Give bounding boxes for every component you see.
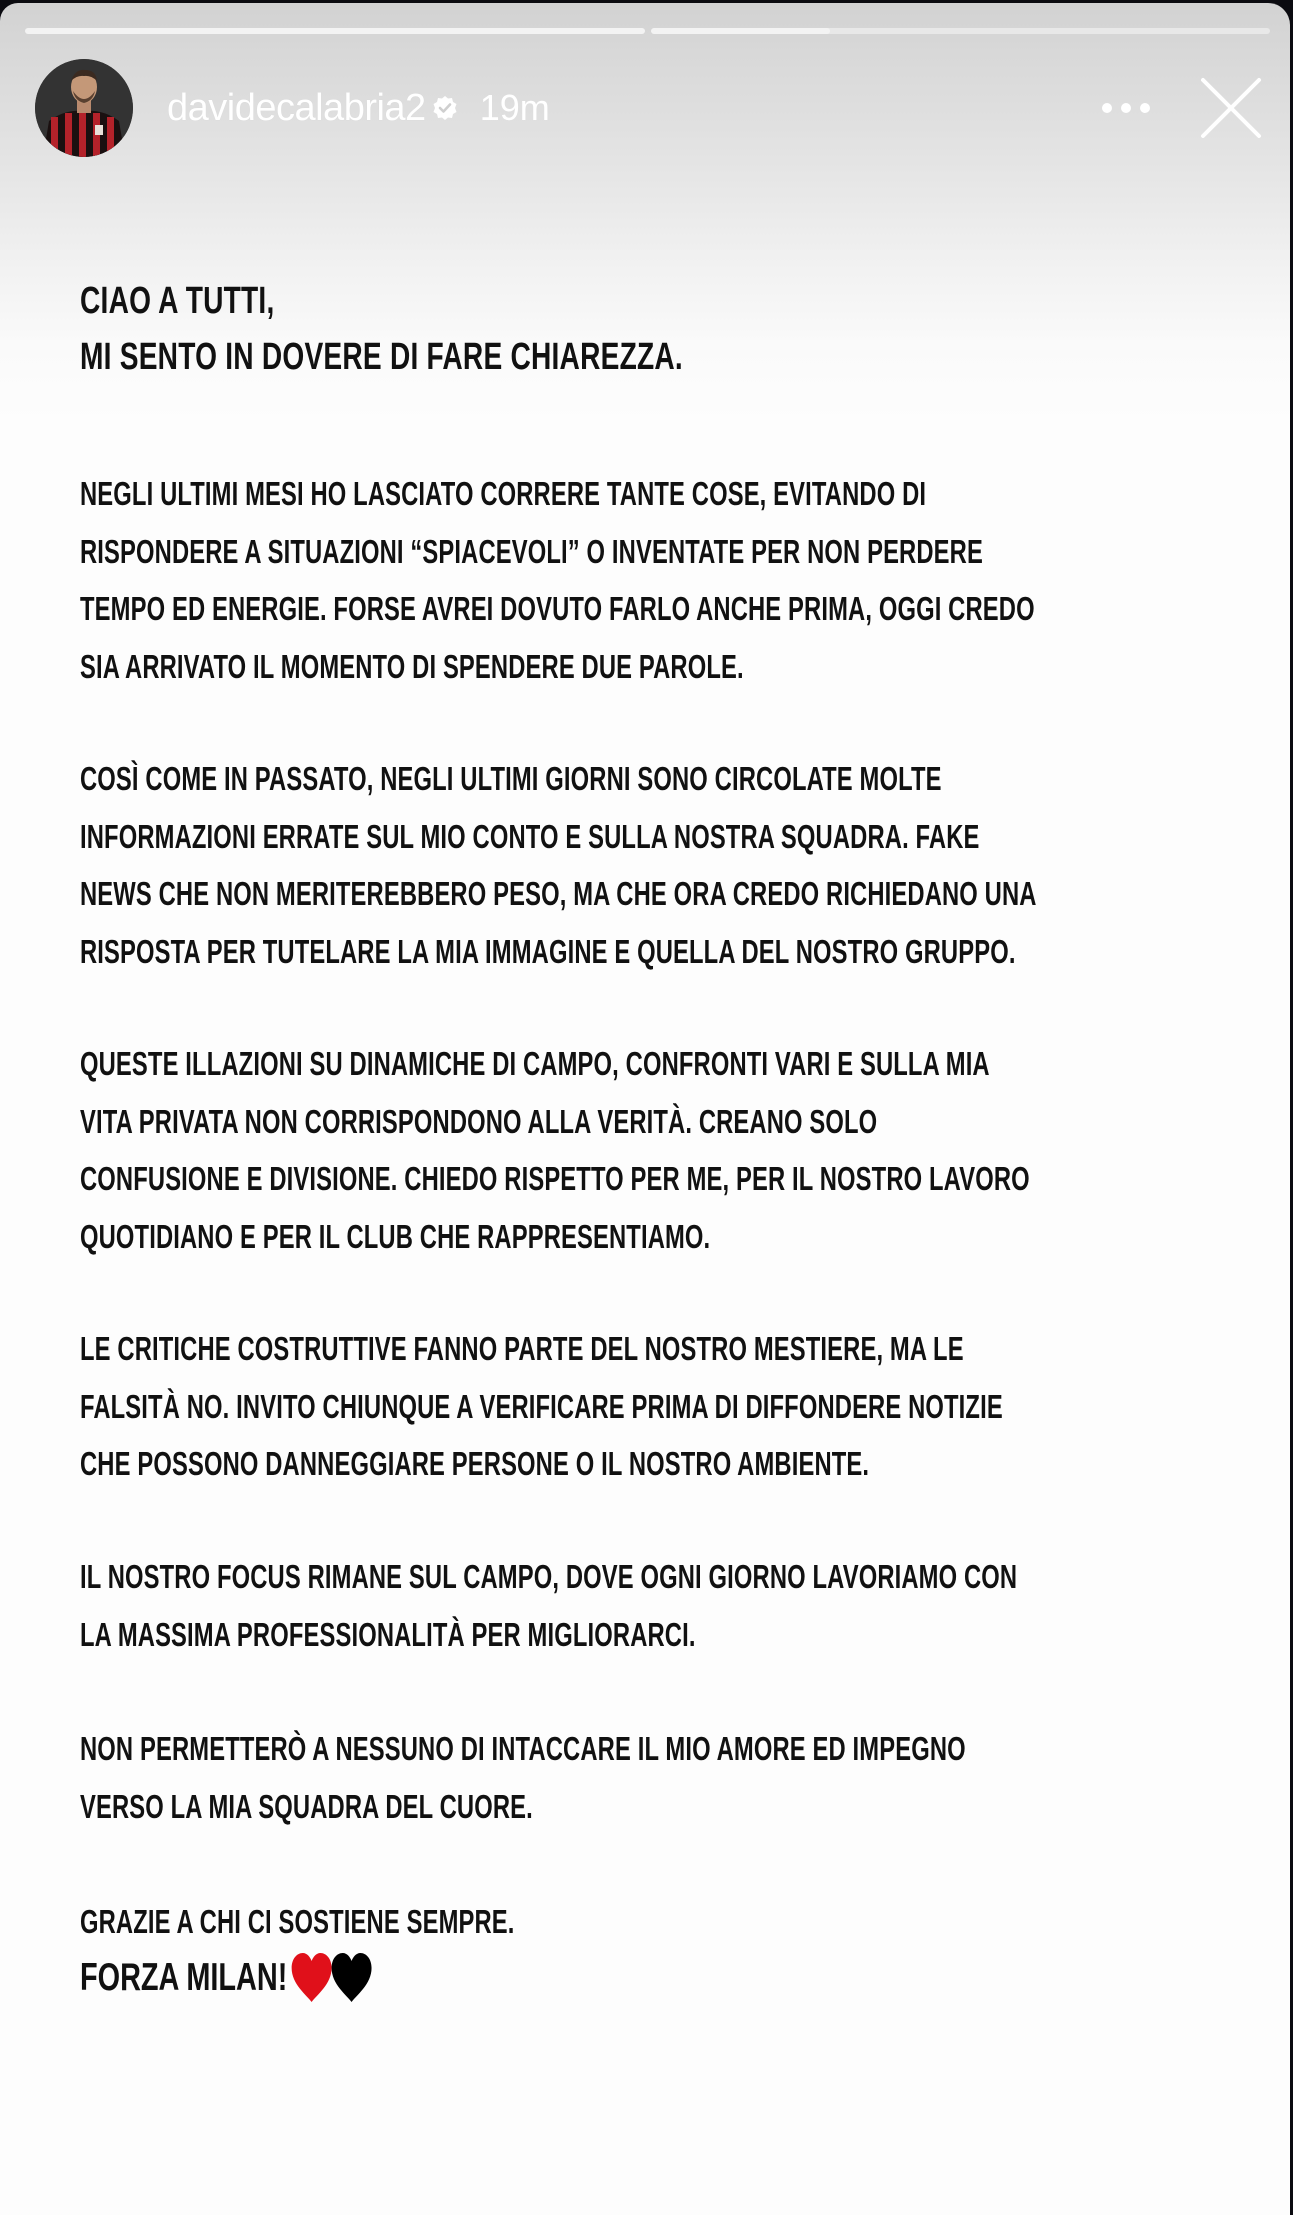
paragraph-criticism: [80, 1320, 1003, 1493]
text-line: CONFUSIONE E DIVISIONE. CHIEDO RISPETTO PER ME, PER IL NOSTRO LAVORO: [80, 1160, 1030, 1197]
text-line: CHE POSSONO DANNEGGIARE PERSONE O IL NOSTRO AMBIENTE.: [80, 1445, 870, 1482]
text-line: SIA ARRIVATO IL MOMENTO DI SPENDERE DUE PAROLE.: [80, 647, 744, 685]
text-line: LE CRITICHE COSTRUTTIVE FANNO PARTE DEL NOSTRO MESTIERE, MA LE: [80, 1330, 964, 1367]
paragraph-intro: [80, 465, 1035, 695]
text-line: VITA PRIVATA NON CORRISPONDONO ALLA VERITÀ. CREANO SOLO: [80, 1102, 878, 1140]
text-line: IL NOSTRO FOCUS RIMANE SUL CAMPO, DOVE OGNI GIORNO LAVORIAMO CON: [80, 1558, 1018, 1595]
story-message: [80, 273, 1230, 1999]
text-line: LA MASSIMA PROFESSIONALITÀ PER MIGLIORARCI.: [80, 1615, 696, 1653]
text-line: NEWS CHE NON MERITEREBBERO PESO, MA CHE ORA CREDO RICHIEDANO UNA: [80, 875, 1037, 912]
story-viewer[interactable]: [0, 3, 1290, 2215]
verified-badge-icon: [432, 95, 458, 121]
red-heart-icon: [290, 1952, 333, 2004]
more-options-button[interactable]: [1091, 88, 1161, 128]
paragraph-commitment: [80, 1720, 966, 1835]
closing-text: FORZA MILAN!: [80, 1956, 288, 1999]
post-timestamp: 19m: [479, 87, 550, 128]
avatar[interactable]: [35, 59, 133, 157]
paragraph-fake-news: [80, 750, 1037, 980]
text-line: NON PERMETTERÒ A NESSUNO DI INTACCARE IL MIO AMORE ED IMPEGNO: [80, 1730, 966, 1767]
username-link[interactable]: davidecalabria2: [167, 86, 426, 129]
text-line: RISPONDERE A SITUAZIONI “SPIACEVOLI” O INVENTATE PER NON PERDERE: [80, 532, 983, 570]
progress-segment-2: [651, 28, 1271, 34]
text-line: INFORMAZIONI ERRATE SUL MIO CONTO E SULLA NOSTRA SQUADRA. FAKE: [80, 817, 980, 855]
text-line: VERSO LA MIA SQUADRA DEL CUORE.: [80, 1787, 533, 1825]
text-line: TEMPO ED ENERGIE. FORSE AVREI DOVUTO FARLO ANCHE PRIMA, OGGI CREDO: [80, 590, 1035, 627]
greeting: [80, 273, 931, 385]
text-line: RISPOSTA PER TUTELARE LA MIA IMMAGINE E QUELLA DEL NOSTRO GRUPPO.: [80, 932, 1016, 970]
profile-photo-icon: [35, 59, 133, 157]
close-button[interactable]: [1199, 76, 1263, 140]
greeting-line: MI SENTO IN DOVERE DI FARE CHIAREZZA.: [80, 336, 683, 378]
story-header: [35, 58, 1265, 158]
more-horizontal-icon-dot: [1140, 103, 1150, 113]
close-icon: [1199, 76, 1263, 140]
paragraph-rumors: [80, 1035, 1030, 1265]
progress-fill: [651, 28, 831, 34]
text-line: QUOTIDIANO E PER IL CLUB CHE RAPPRESENTIAMO.: [80, 1217, 711, 1255]
progress-fill: [25, 28, 645, 34]
black-heart-icon: [330, 1952, 373, 2004]
text-line: GRAZIE A CHI CI SOSTIENE SEMPRE.: [80, 1903, 515, 1940]
progress-segment-1: [25, 28, 645, 34]
paragraph-thanks: [80, 1893, 515, 1951]
text-line: FALSITÀ NO. INVITO CHIUNQUE A VERIFICARE PRIMA DI DIFFONDERE NOTIZIE: [80, 1387, 1003, 1425]
more-horizontal-icon: [1102, 103, 1112, 113]
paragraph-focus: [80, 1548, 1017, 1663]
text-line: NEGLI ULTIMI MESI HO LASCIATO CORRERE TANTE COSE, EVITANDO DI: [80, 475, 927, 512]
more-horizontal-icon-dot: [1121, 103, 1131, 113]
greeting-line: CIAO A TUTTI,: [80, 280, 275, 322]
story-progress-bar: [25, 28, 1270, 34]
text-line: COSÌ COME IN PASSATO, NEGLI ULTIMI GIORNI SONO CIRCOLATE MOLTE: [80, 760, 942, 797]
closing-line: [80, 1950, 373, 2006]
text-line: QUESTE ILLAZIONI SU DINAMICHE DI CAMPO, CONFRONTI VARI E SULLA MIA: [80, 1045, 990, 1082]
